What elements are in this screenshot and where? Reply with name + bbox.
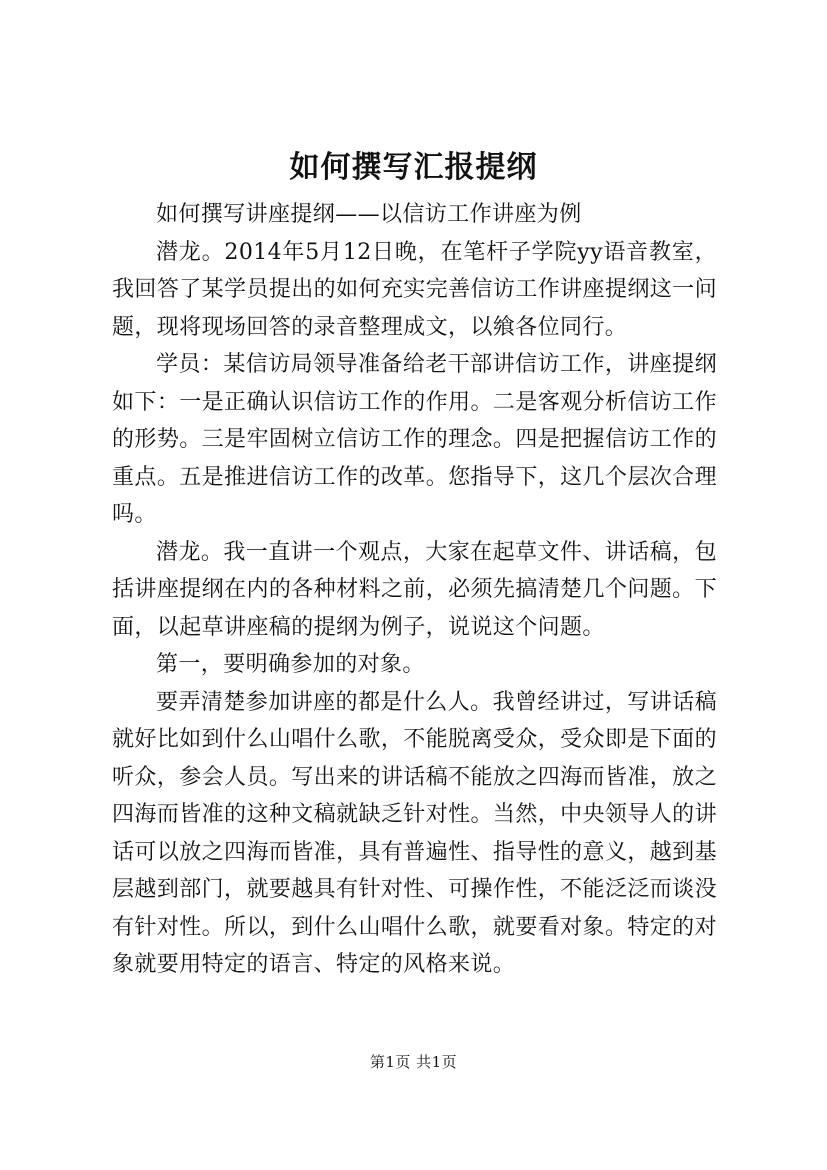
paragraph: 要弄清楚参加讲座的都是什么人。我曾经讲过，写讲话稿就好比如到什么山唱什么歌，不能脱离受众，受众即是下面的听众，参会人员。写出来的讲话稿不能放之四海而皆准，放之四海而皆准的这种文稿就缺乏针对性。当然，中央领导人的讲话可以放之四海而皆准，具有普遍性、指导性的意义，越到基层越到部门，就要越具有针对性、可操作性，不能泛泛而谈没有针对性。所以，到什么山唱什么歌，就要看对象。特定的对象就要用特定的语言、特定的风格来说。 [112, 689, 717, 977]
paragraph: 学员：某信访局领导准备给老干部讲信访工作，讲座提纲如下：一是正确认识信访工作的作用。二是客观分析信访工作的形势。三是牢固树立信访工作的理念。四是把握信访工作的重点。五是推进信访工作的改革。您指导下，这几个层次合理吗。 [112, 352, 717, 527]
document-body [112, 196, 717, 984]
paragraph: 潜龙。2014年5月12日晚，在笔杆子学院yy语音教室，我回答了某学员提出的如何充实完善信访工作讲座提纲这一问题，现将现场回答的录音整理成文，以飨各位同行。 [112, 239, 717, 340]
document-title: 如何撰写汇报提纲 [289, 150, 538, 185]
paragraph: 潜龙。我一直讲一个观点，大家在起草文件、讲话稿，包括讲座提纲在内的各种材料之前，必须先搞清楚几个问题。下面，以起草讲座稿的提纲为例子，说说这个问题。 [112, 539, 717, 640]
page-number-footer: 第1页 共1页 [369, 1053, 458, 1071]
paragraph: 如何撰写讲座提纲——以信访工作讲座为例 [156, 202, 582, 227]
paragraph: 第一，要明确参加的对象。 [156, 652, 425, 677]
